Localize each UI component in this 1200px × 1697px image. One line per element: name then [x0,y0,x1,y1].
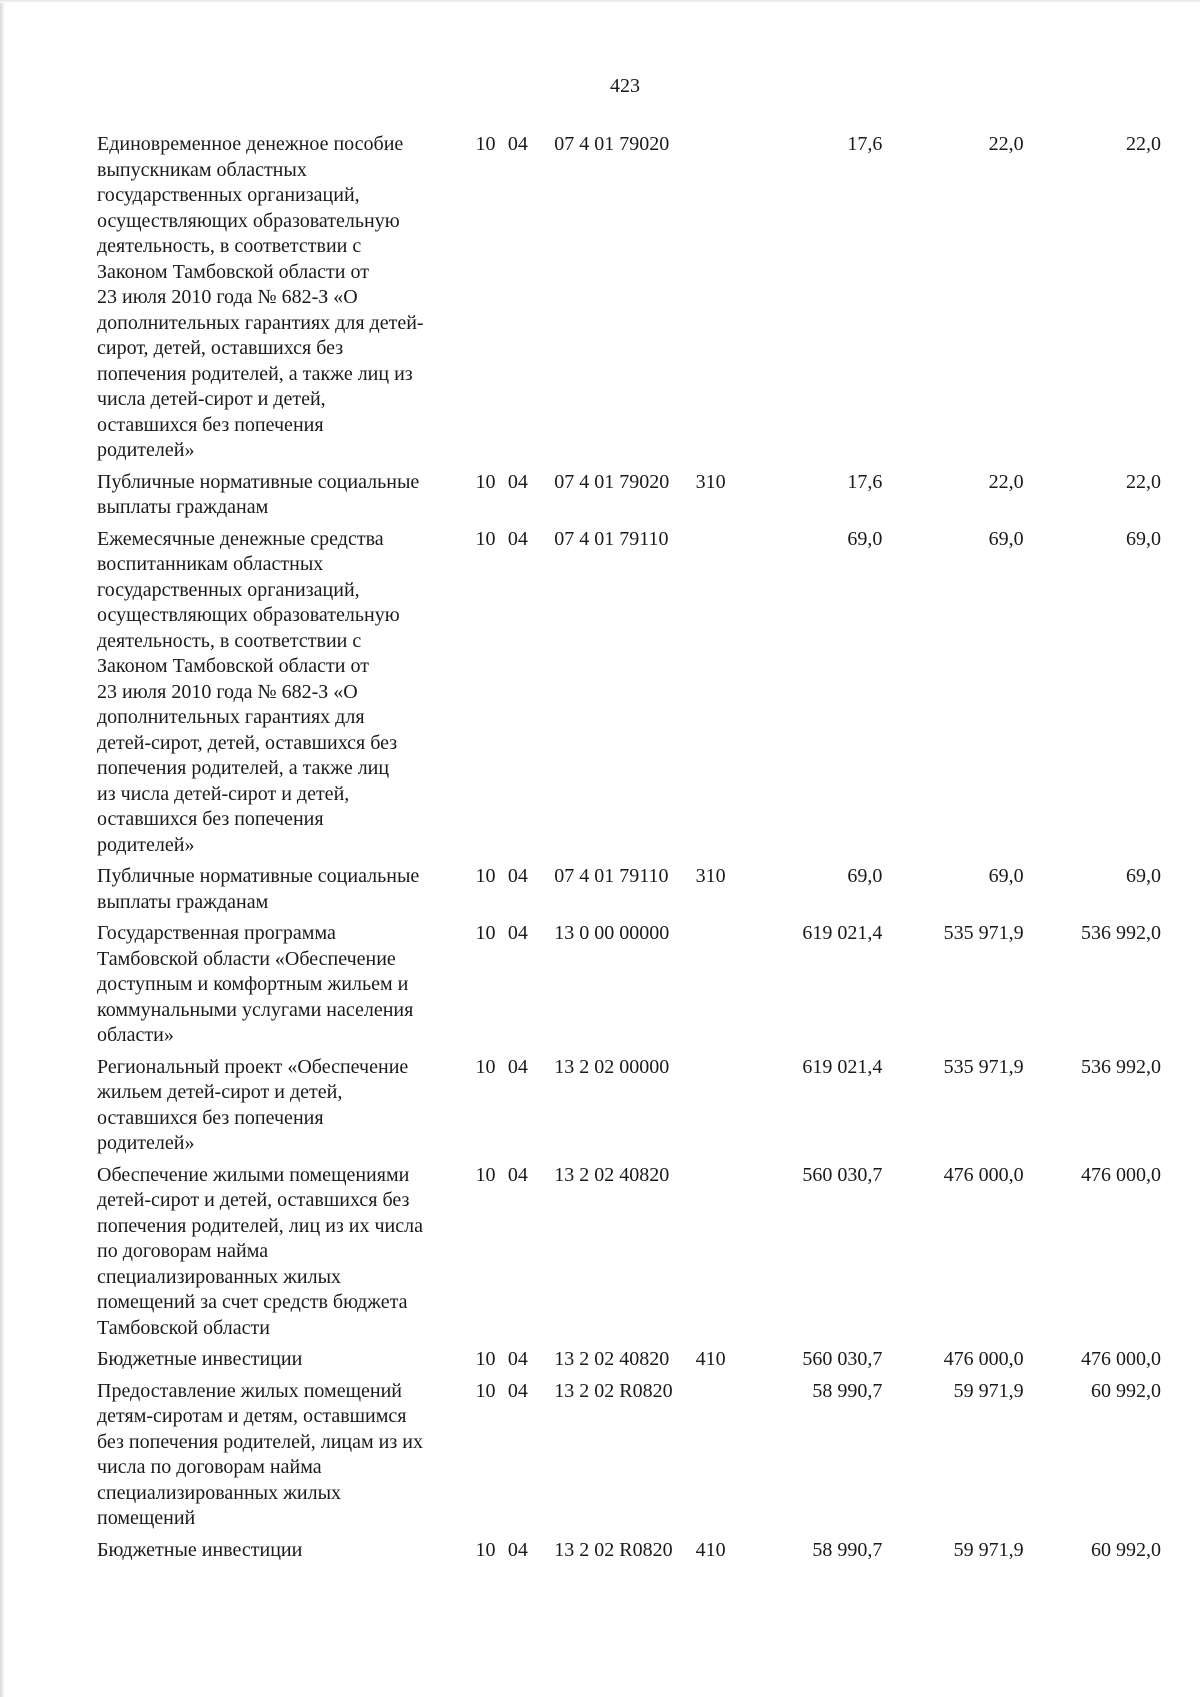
table-row [97,527,1161,865]
row-value-1: 17,6 [847,470,883,493]
row-section: 10 [475,1163,496,1186]
row-expense-type [696,921,746,1055]
row-expense-type: 410 [695,1348,726,1370]
row-name-cell [97,527,476,865]
row-value-1: 619 021,4 [802,922,883,944]
row-section: 10 [475,527,496,550]
row-expense-type: 310 [695,470,726,493]
row-name-cell [97,470,476,527]
row-subsection: 04 [507,1163,528,1186]
row-subsection: 04 [507,527,528,550]
row-subsection: 04 [507,922,528,944]
row-value-1: 560 030,7 [802,1348,883,1370]
row-value-2: 22,0 [988,470,1024,493]
row-name-cell [97,132,476,470]
row-value-2: 476 000,0 [943,1163,1024,1186]
row-name: Публичные нормативные социальные выплаты гражданам [97,865,420,913]
table-row [97,864,1161,921]
row-value-2: 69,0 [988,865,1024,887]
row-target-article: 07 4 01 79020 [554,133,670,155]
row-name-cell [97,1538,476,1570]
row-name-cell [97,1163,476,1348]
row-value-3: 22,0 [1126,470,1161,493]
row-target-article: 13 2 02 40820 [554,1348,670,1370]
row-section: 10 [475,922,496,944]
row-value-1: 69,0 [847,527,883,550]
row-value-3: 476 000,0 [1081,1163,1161,1186]
scan-edge-top [0,0,1200,3]
row-section: 10 [475,865,496,887]
row-value-1: 58 990,7 [812,1538,883,1561]
row-name-cell [97,1379,476,1538]
row-name-cell [97,921,476,1055]
row-target-article: 13 2 02 R0820 [554,1379,673,1402]
row-value-3: 536 992,0 [1081,1055,1161,1078]
row-target-article: 13 2 02 40820 [554,1163,670,1186]
row-name: Ежемесячные денежные средства воспитанникам областных государственных организаций, осуществляющих образовательную деятельность, в соответствии с Законом Тамбовской области от 23 июля 2010 года № 682-З «О дополнительных гарантиях для детей-сирот, детей, оставшихся без попечения родителей, а также лиц из числа детей-сирот и детей, оставшихся без попечения родителей» [97,527,400,856]
row-subsection: 04 [507,133,528,155]
row-name-cell [97,1055,476,1163]
row-expense-type [696,1055,746,1163]
row-target-article: 07 4 01 79110 [554,527,669,550]
row-expense-type: 410 [695,1538,726,1561]
row-name: Бюджетные инвестиции [97,1538,303,1561]
row-value-2: 476 000,0 [943,1348,1024,1370]
row-subsection: 04 [507,470,528,493]
table-row [97,470,1161,527]
row-name: Государственная программа Тамбовской области «Обеспечение доступным и комфортным жильем и коммунальными услугами населения области» [97,922,414,1046]
row-section: 10 [475,133,496,155]
row-value-1: 69,0 [847,865,883,887]
table-row [97,132,1161,470]
table-row [97,1538,1161,1570]
row-section: 10 [475,1379,496,1402]
row-value-3: 60 992,0 [1091,1379,1161,1402]
table-body [97,132,1161,1569]
budget-table [97,132,1161,1569]
row-value-3: 60 992,0 [1091,1538,1161,1561]
row-value-2: 59 971,9 [953,1379,1024,1402]
row-name: Бюджетные инвестиции [97,1348,303,1370]
row-section: 10 [475,1538,496,1561]
row-value-2: 22,0 [988,133,1024,155]
row-section: 10 [475,470,496,493]
row-target-article: 07 4 01 79020 [554,470,670,493]
row-name: Единовременное денежное пособие выпускникам областных государственных организаций, осуществляющих образовательную деятельность, в соответствии с Законом Тамбовской области от 23 июля 2010 года № 682-З «О дополнительных гарантиях для детей- сирот, детей, оставшихся без попечения родителей, а также лиц из числа детей-сирот и детей, оставшихся без попечения родителей» [97,133,424,461]
row-name: Обеспечение жилыми помещениями детей-сирот и детей, оставшихся без попечения родителей, лиц из их числа по договорам найма специализированных жилых помещений за счет средств бюджета Тамбовской области [97,1163,423,1339]
row-value-1: 560 030,7 [802,1163,883,1186]
row-value-3: 536 992,0 [1081,922,1161,944]
row-subsection: 04 [507,1379,528,1402]
row-name: Региональный проект «Обеспечение жильем детей-сирот и детей, оставшихся без попечения родителей» [97,1055,409,1154]
row-value-2: 59 971,9 [953,1538,1024,1561]
row-value-3: 69,0 [1126,865,1161,887]
table-row [97,921,1161,1055]
row-subsection: 04 [507,865,528,887]
row-section: 10 [475,1055,496,1078]
row-name-cell [97,864,476,921]
row-expense-type [696,132,746,470]
row-value-1: 619 021,4 [802,1055,883,1078]
row-name: Предоставление жилых помещений детям-сиротам и детям, оставшимся без попечения родителей, лицам из их числа по договорам найма специализированных жилых помещений [97,1379,423,1529]
row-expense-type: 310 [695,865,726,887]
row-target-article: 13 2 02 00000 [554,1055,670,1078]
row-value-3: 476 000,0 [1081,1348,1161,1370]
row-expense-type [696,1379,746,1538]
row-name: Публичные нормативные социальные выплаты гражданам [97,470,420,518]
row-subsection: 04 [507,1538,528,1561]
row-name-cell [97,1347,476,1379]
row-subsection: 04 [507,1348,528,1370]
table-row [97,1163,1161,1348]
row-expense-type [696,527,746,865]
row-value-1: 17,6 [847,133,883,155]
row-value-1: 58 990,7 [812,1379,883,1402]
row-value-3: 69,0 [1126,527,1161,550]
scan-edge-left [0,0,5,1697]
row-value-3: 22,0 [1126,133,1161,155]
row-value-2: 535 971,9 [943,922,1024,944]
table-row [97,1379,1161,1538]
row-target-article: 13 0 00 00000 [554,922,670,944]
row-subsection: 04 [507,1055,528,1078]
table-row [97,1055,1161,1163]
row-value-2: 535 971,9 [943,1055,1024,1078]
row-value-2: 69,0 [988,527,1024,550]
table-row [97,1347,1161,1379]
row-section: 10 [475,1348,496,1370]
row-target-article: 07 4 01 79110 [554,865,669,887]
page-number: 423 [610,75,640,97]
row-expense-type [696,1163,746,1348]
row-target-article: 13 2 02 R0820 [554,1538,673,1561]
